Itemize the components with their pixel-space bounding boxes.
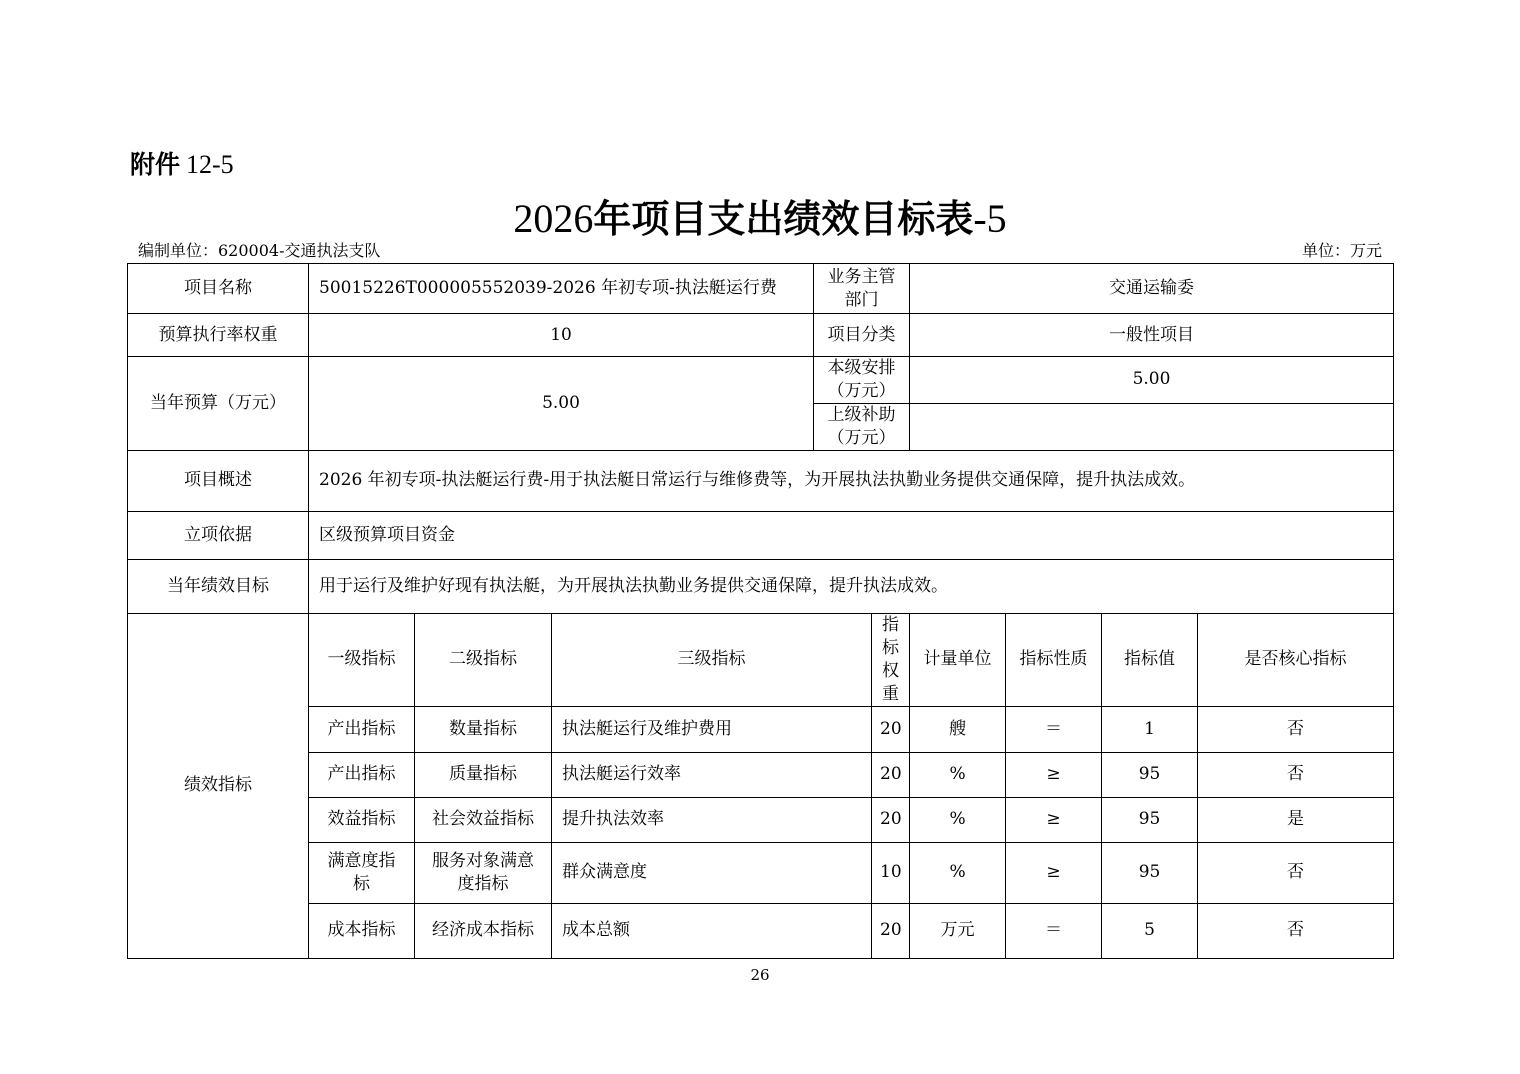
- page-number: 26: [750, 966, 770, 984]
- indicator-level2: 社会效益指标: [415, 797, 552, 842]
- indicator-core: 否: [1198, 706, 1394, 752]
- project-name-value: 50015226T000005552039-2026 年初专项-执法艇运行费: [309, 264, 814, 314]
- indicator-value: 1: [1102, 706, 1198, 752]
- indicator-level1: 满意度指标: [309, 842, 415, 903]
- basis-value: 区级预算项目资金: [309, 511, 1394, 559]
- superior-label: 上级补助（万元）: [814, 403, 910, 450]
- attachment-label-text: 附件: [130, 150, 181, 179]
- indicator-row: [128, 797, 1394, 842]
- indicator-nature: ≥: [1006, 797, 1102, 842]
- attachment-label: [130, 145, 234, 181]
- indicator-weight: 10: [872, 842, 910, 903]
- indicator-header-row: [128, 613, 1394, 706]
- local-label: 本级安排（万元）: [814, 357, 910, 404]
- header-value: 指标值: [1102, 613, 1198, 706]
- budget-value: 5.00: [309, 357, 814, 451]
- indicator-unit: %: [910, 752, 1006, 797]
- indicator-value: 95: [1102, 842, 1198, 903]
- indicator-level3: 执法艇运行及维护费用: [552, 706, 872, 752]
- indicator-weight: 20: [872, 752, 910, 797]
- row-budget-rate: [128, 314, 1394, 357]
- indicator-weight: 20: [872, 903, 910, 958]
- indicator-value: 5: [1102, 903, 1198, 958]
- indicator-level2: 数量指标: [415, 706, 552, 752]
- goal-value: 用于运行及维护好现有执法艇，为开展执法执勤业务提供交通保障，提升执法成效。: [309, 559, 1394, 613]
- indicator-unit: %: [910, 797, 1006, 842]
- local-value: 5.00: [910, 357, 1394, 404]
- row-basis: [128, 511, 1394, 559]
- indicator-level3: 成本总额: [552, 903, 872, 958]
- indicator-level3: 执法艇运行效率: [552, 752, 872, 797]
- superior-value: [910, 403, 1394, 450]
- project-name-label: 项目名称: [128, 264, 309, 314]
- indicator-core: 否: [1198, 903, 1394, 958]
- indicator-unit: 艘: [910, 706, 1006, 752]
- indicator-row: [128, 903, 1394, 958]
- dept-value: 交通运输委: [910, 264, 1394, 314]
- budget-rate-label: 预算执行率权重: [128, 314, 309, 357]
- row-goal: [128, 559, 1394, 613]
- indicator-row: [128, 752, 1394, 797]
- header-unit: 计量单位: [910, 613, 1006, 706]
- row-overview: [128, 450, 1394, 511]
- indicator-unit: %: [910, 842, 1006, 903]
- indicators-section-label: 绩效指标: [128, 613, 309, 958]
- goal-label: 当年绩效目标: [128, 559, 309, 613]
- indicator-level3: 提升执法效率: [552, 797, 872, 842]
- header-nature: 指标性质: [1006, 613, 1102, 706]
- overview-label: 项目概述: [128, 450, 309, 511]
- title-text: 年项目支出绩效目标表: [593, 197, 974, 241]
- basis-label: 立项依据: [128, 511, 309, 559]
- title-suffix: -5: [973, 196, 1007, 241]
- dept-label: 业务主管部门: [814, 264, 910, 314]
- indicator-level3: 群众满意度: [552, 842, 872, 903]
- indicator-weight: 20: [872, 706, 910, 752]
- indicator-level1: 效益指标: [309, 797, 415, 842]
- indicator-row: [128, 842, 1394, 903]
- category-label: 项目分类: [814, 314, 910, 357]
- indicator-level1: 成本指标: [309, 903, 415, 958]
- budget-label: 当年预算（万元）: [128, 357, 309, 451]
- indicator-row: [128, 706, 1394, 752]
- indicator-core: 否: [1198, 842, 1394, 903]
- org-label: 编制单位：620004-交通执法支队: [138, 241, 381, 260]
- indicator-core: 否: [1198, 752, 1394, 797]
- indicator-nature: ＝: [1006, 903, 1102, 958]
- indicator-level2: 质量指标: [415, 752, 552, 797]
- indicator-nature: ≥: [1006, 752, 1102, 797]
- attachment-number: 12-5: [186, 150, 234, 179]
- indicator-core: 是: [1198, 797, 1394, 842]
- overview-value: 2026 年初专项-执法艇运行费-用于执法艇日常运行与维修费等，为开展执法执勤业务提供交通保障，提升执法成效。: [309, 450, 1394, 511]
- header-weight: 指标权重: [872, 613, 910, 706]
- title-year: 2026: [513, 196, 594, 241]
- budget-rate-value: 10: [309, 314, 814, 357]
- unit-label: 单位：万元: [1301, 241, 1382, 260]
- indicator-level1: 产出指标: [309, 752, 415, 797]
- indicator-level2: 经济成本指标: [415, 903, 552, 958]
- category-value: 一般性项目: [910, 314, 1394, 357]
- header-level1: 一级指标: [309, 613, 415, 706]
- page-title: [0, 188, 1520, 243]
- row-budget-local: [128, 357, 1394, 404]
- header-level3: 三级指标: [552, 613, 872, 706]
- indicator-value: 95: [1102, 797, 1198, 842]
- indicator-level1: 产出指标: [309, 706, 415, 752]
- indicator-unit: 万元: [910, 903, 1006, 958]
- performance-table: [127, 263, 1394, 959]
- indicator-level2: 服务对象满意度指标: [415, 842, 552, 903]
- indicator-weight: 20: [872, 797, 910, 842]
- header-level2: 二级指标: [415, 613, 552, 706]
- indicator-nature: ≥: [1006, 842, 1102, 903]
- row-project-name: [128, 264, 1394, 314]
- indicator-value: 95: [1102, 752, 1198, 797]
- header-core: 是否核心指标: [1198, 613, 1394, 706]
- indicator-nature: ＝: [1006, 706, 1102, 752]
